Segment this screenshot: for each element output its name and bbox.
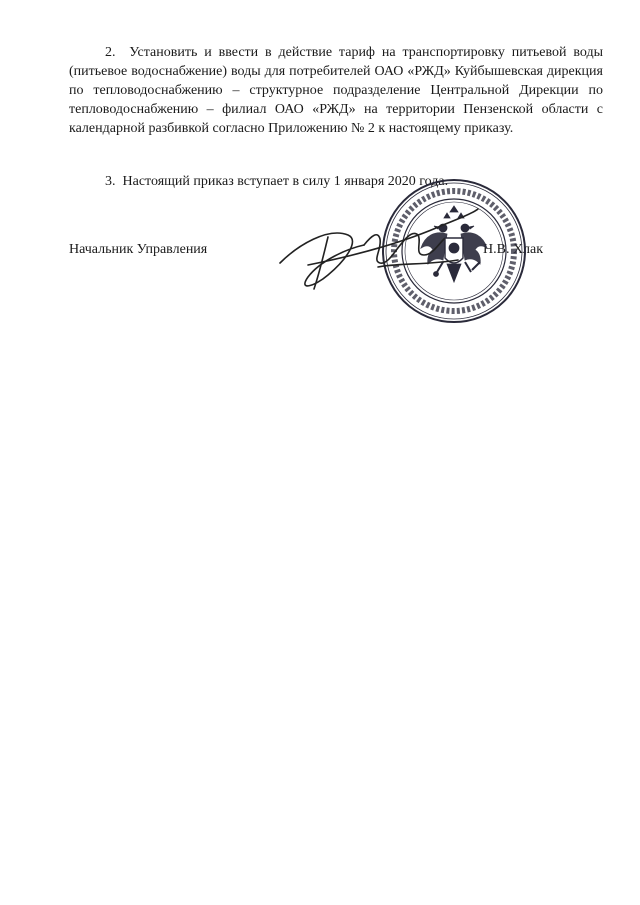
paragraph-3-number: 3. <box>105 174 116 189</box>
paragraph-2-number: 2. <box>105 45 116 60</box>
paragraph-2 <box>69 43 603 138</box>
paragraph-2-text: Установить и ввести в действие тариф на транспортировку питьевой воды (питьевое водоснабжение) воды для потребителей ОАО «РЖД» Куйбышевская дирекция по тепловодоснабжению – структурное подразделение Центральной Дирекции по тепловодоснабжению – филиал ОАО «РЖД» на территории Пензенской области с календарной разбивкой согласно Приложению № 2 к настоящему приказу. <box>69 45 603 136</box>
handwritten-signature <box>268 205 483 305</box>
paragraph-3-text: Настоящий приказ вступает в силу 1 января 2020 года. <box>122 174 449 189</box>
signer-title: Начальник Управления <box>69 242 208 257</box>
signer-name: Н.В. Хлак <box>483 242 544 257</box>
